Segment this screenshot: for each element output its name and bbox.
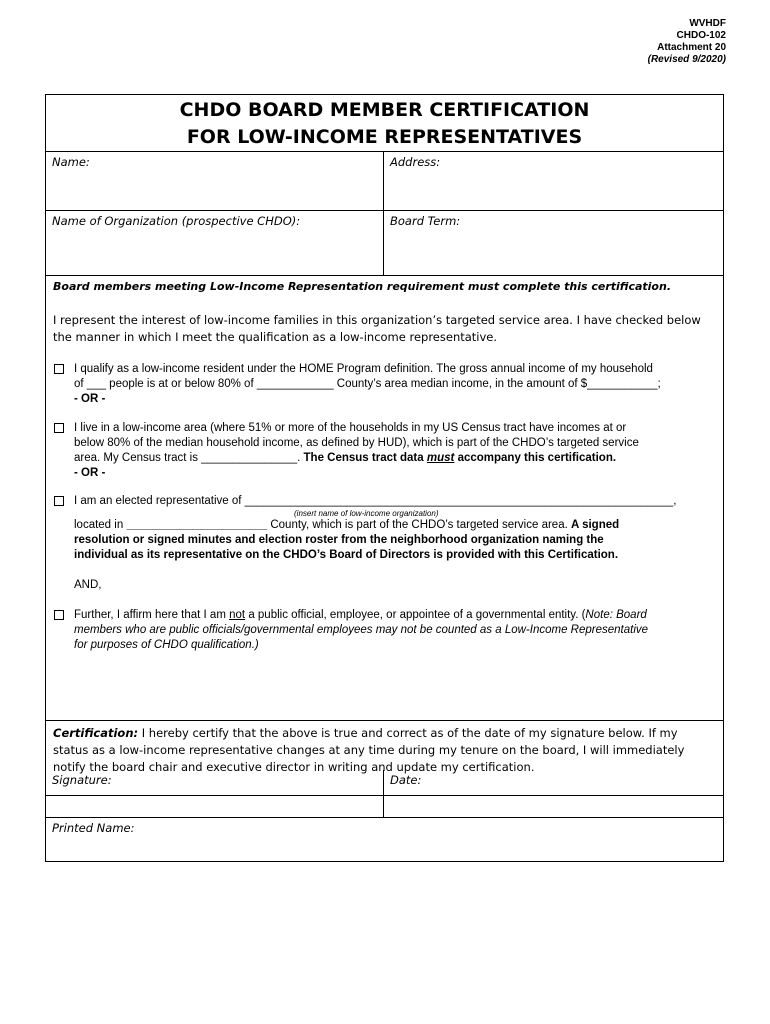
opt4-public-official-text: a public official, employee, or appointee of a governmental entity. ( xyxy=(248,609,586,621)
address-field[interactable] xyxy=(384,152,723,210)
opt3-line-4: individual as its representative on the CHDO’s Board of Directors is provided with this Certification. xyxy=(74,549,619,561)
signature-label: Signature: xyxy=(52,773,112,787)
form-number: CHDO-102 xyxy=(676,30,726,41)
option-not-public-official xyxy=(54,608,719,653)
or-separator-1: - OR - xyxy=(74,393,106,405)
printed-name-field[interactable] xyxy=(46,818,723,860)
printed-name-label: Printed Name: xyxy=(52,821,135,835)
attachment-number: Attachment 20 xyxy=(657,42,726,53)
opt2-line-3 xyxy=(74,451,719,466)
opt4-note-label: Note: xyxy=(585,609,613,621)
checkbox-not-public-official[interactable] xyxy=(54,610,64,620)
or-separator-2: - OR - xyxy=(74,467,106,479)
opt4-note-board: Board xyxy=(612,609,647,621)
checkbox-elected-representative[interactable] xyxy=(54,496,64,506)
org-code: WVHDF xyxy=(689,18,726,29)
option-low-income-area xyxy=(54,421,719,481)
opt4-line-3: for purposes of CHDO qualification.) xyxy=(74,639,259,651)
certification-form xyxy=(45,94,724,862)
certification-statement xyxy=(46,721,723,796)
opt3-located-in: located in xyxy=(74,519,124,531)
opt3-insert-note: (insert name of low-income organization) xyxy=(294,509,439,518)
address-label: Address: xyxy=(390,155,441,169)
name-label: Name: xyxy=(52,155,90,169)
opt2-census-data-label: The Census tract data xyxy=(303,452,424,464)
opt1-line-1: I qualify as a low-income resident under the HOME Program definition. The gross annual income of my household xyxy=(74,363,653,375)
option-elected-representative xyxy=(54,494,719,563)
form-title xyxy=(46,95,723,152)
intro-instruction: Board members meeting Low-Income Representation requirement must complete this certification. xyxy=(53,280,671,293)
title-line-2: FOR LOW-INCOME REPRESENTATIVES xyxy=(186,126,583,148)
opt4-affirm-text: Further, I affirm here that I am xyxy=(74,609,226,621)
and-label: AND, xyxy=(74,579,102,591)
printed-name-row xyxy=(46,818,723,860)
opt2-line-2: below 80% of the median household income, as defined by HUD), which is part of the CHDO’s targeted service xyxy=(74,437,639,449)
name-field[interactable] xyxy=(46,152,384,210)
organization-label: Name of Organization (prospective CHDO): xyxy=(52,214,301,228)
date-label: Date: xyxy=(390,773,422,787)
form-header xyxy=(648,18,726,66)
opt2-accompany-text: accompany this certification. xyxy=(457,452,617,464)
qualification-section xyxy=(46,276,723,721)
opt2-must-emphasis: must xyxy=(426,452,455,464)
opt3-county-text: County, which is part of the CHDO’s targeted service area. xyxy=(270,519,568,531)
board-term-field[interactable] xyxy=(384,211,723,275)
opt3-county-blank: ______________________ xyxy=(126,519,268,531)
opt4-line-1 xyxy=(74,608,719,623)
organization-field[interactable] xyxy=(46,211,384,275)
checkbox-low-income-resident[interactable] xyxy=(54,364,64,374)
certification-label: Certification: xyxy=(53,726,139,740)
opt3-signed: A signed xyxy=(571,519,620,531)
opt1-line-2: of ___ people is at or below 80% of ____________ County’s area median income, in the amount of $___________; xyxy=(74,378,661,390)
title-line-1: CHDO BOARD MEMBER CERTIFICATION xyxy=(179,99,590,121)
certification-text: I hereby certify that the above is true and correct as of the date of my signature below. If my status as a low-income representative changes at any time during my tenure on the board, I will immediately notify the board chair and executive director in writing and update my certification. xyxy=(53,726,685,774)
opt3-line-2 xyxy=(74,518,719,533)
opt3-line-1: I am an elected representative of ___________________________________________________________________, xyxy=(74,495,677,507)
option-low-income-resident xyxy=(54,362,719,407)
opt4-line-2: members who are public officials/governmental employees may not be counted as a Low-Income Representative xyxy=(74,624,649,636)
representation-paragraph: I represent the interest of low-income families in this organization’s targeted service area. I have checked below the manner in which I meet the qualification as a low-income representative. xyxy=(53,313,701,344)
opt2-line-1: I live in a low-income area (where 51% or more of the households in my US Census tract have incomes at or xyxy=(74,422,627,434)
org-term-row xyxy=(46,211,723,276)
board-term-label: Board Term: xyxy=(390,214,461,228)
opt3-line-3: resolution or signed minutes and election roster from the neighborhood organization naming the xyxy=(74,534,604,546)
checkbox-low-income-area[interactable] xyxy=(54,423,64,433)
opt4-not-emphasis: not xyxy=(229,609,246,621)
name-address-row xyxy=(46,152,723,211)
revision-date: (Revised 9/2020) xyxy=(647,54,726,65)
opt2-census-tract: area. My Census tract is _______________. xyxy=(74,452,301,464)
